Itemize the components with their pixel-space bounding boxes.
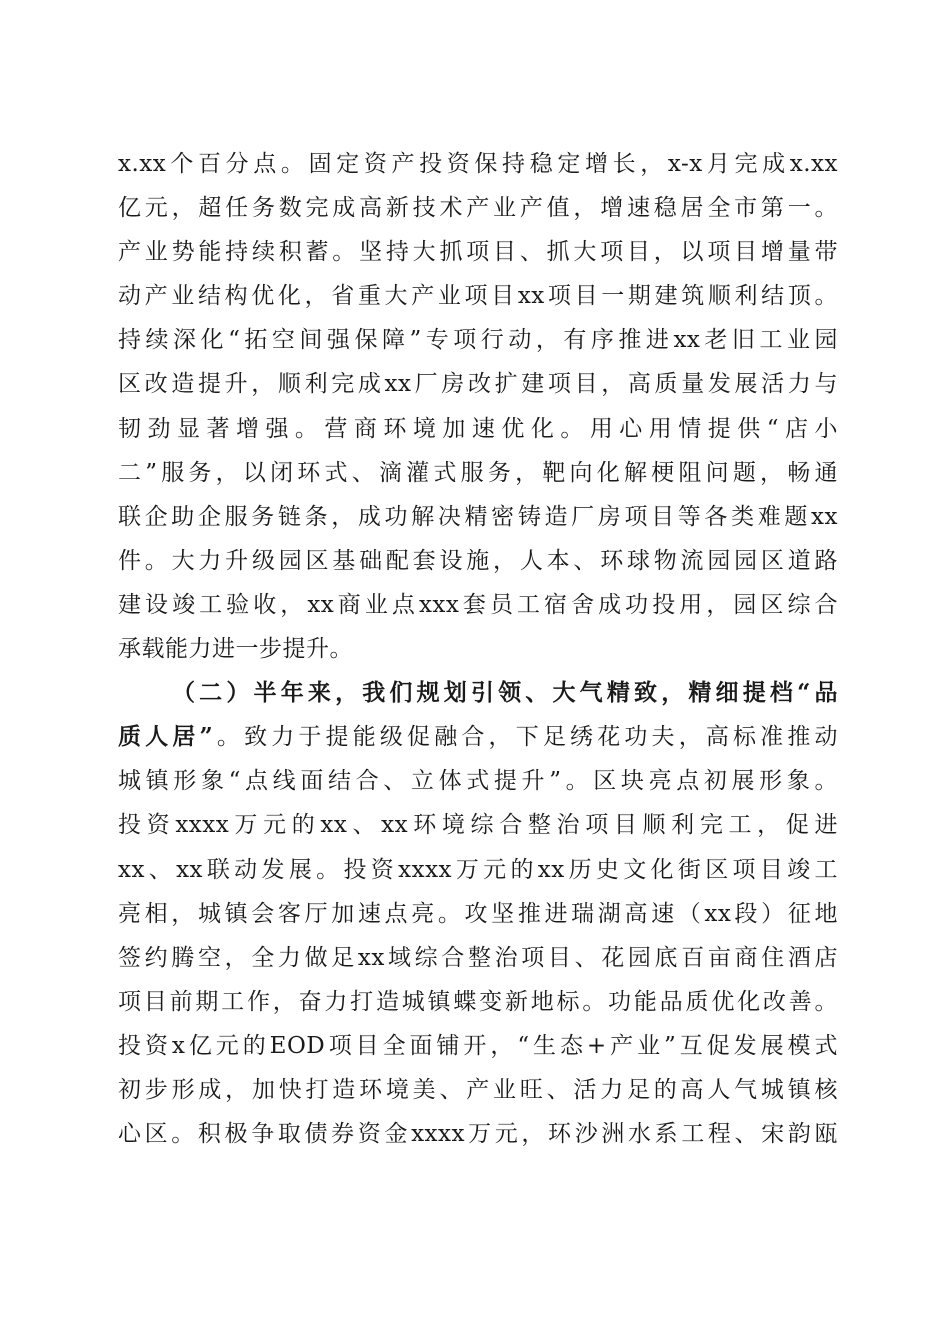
body-line: 动产业结构优化，省重大产业项目xx项目一期建筑顺利结顶。 (118, 283, 838, 310)
body-line: 项目前期工作，奋力打造城镇蝶变新地标。功能品质优化改善。 (118, 988, 838, 1015)
body-line: 承载能力进一步提升。 (118, 636, 353, 663)
body-line: 签约腾空，全力做足xx域综合整治项目、花园底百亩商住酒店 (118, 944, 838, 971)
section-heading-text: （二）半年来，我们规划引领、大气精致，精细提档“品 (172, 679, 838, 707)
body-line: 亮相，城镇会客厅加速点亮。攻坚推进瑞湖高速（xx段）征地 (118, 900, 838, 927)
body-line: 建设竣工验收，xx商业点xxx套员工宿舍成功投用，园区综合 (118, 591, 838, 618)
body-line: 韧劲显著增强。营商环境加速优化。用心用情提供“店小 (118, 415, 838, 442)
body-line: 区改造提升，顺利完成xx厂房改扩建项目，高质量发展活力与 (118, 371, 838, 398)
body-line: 投资x亿元的EOD项目全面铺开，“生态+产业”互促发展模式 (118, 1032, 838, 1059)
section-heading-line (118, 671, 838, 715)
section-heading-end: 质人居” (118, 723, 214, 751)
document-body (118, 142, 838, 1156)
body-line: 城镇形象“点线面结合、立体式提升”。区块亮点初展形象。 (118, 768, 838, 795)
body-line: 二”服务，以闭环式、滴灌式服务，靶向化解梗阻问题，畅通 (118, 459, 838, 486)
body-line: 亿元，超任务数完成高新技术产业产值，增速稳居全市第一。 (118, 195, 838, 222)
body-line: xx、xx联动发展。投资xxxx万元的xx历史文化街区项目竣工 (118, 856, 838, 883)
body-line: x.xx个百分点。固定资产投资保持稳定增长，x-x月完成x.xx (118, 151, 838, 177)
body-line (118, 715, 838, 759)
body-line: 件。大力升级园区基础配套设施，人本、环球物流园园区道路 (118, 547, 838, 574)
body-line: 投资xxxx万元的xx、xx环境综合整治项目顺利完工，促进 (118, 812, 838, 839)
body-text: 。致力于提能级促融合，下足绣花功夫，高标准推动 (213, 724, 839, 751)
body-line: 持续深化“拓空间强保障”专项行动，有序推进xx老旧工业园 (118, 327, 838, 354)
body-line: 初步形成，加快打造环境美、产业旺、活力足的高人气城镇核 (118, 1076, 838, 1103)
body-line: 心区。积极争取债券资金xxxx万元，环沙洲水系工程、宋韵瓯 (118, 1121, 838, 1148)
body-line: 产业势能持续积蓄。坚持大抓项目、抓大项目，以项目增量带 (118, 239, 838, 266)
body-line: 联企助企服务链条，成功解决精密铸造厂房项目等各类难题xx (118, 503, 838, 530)
